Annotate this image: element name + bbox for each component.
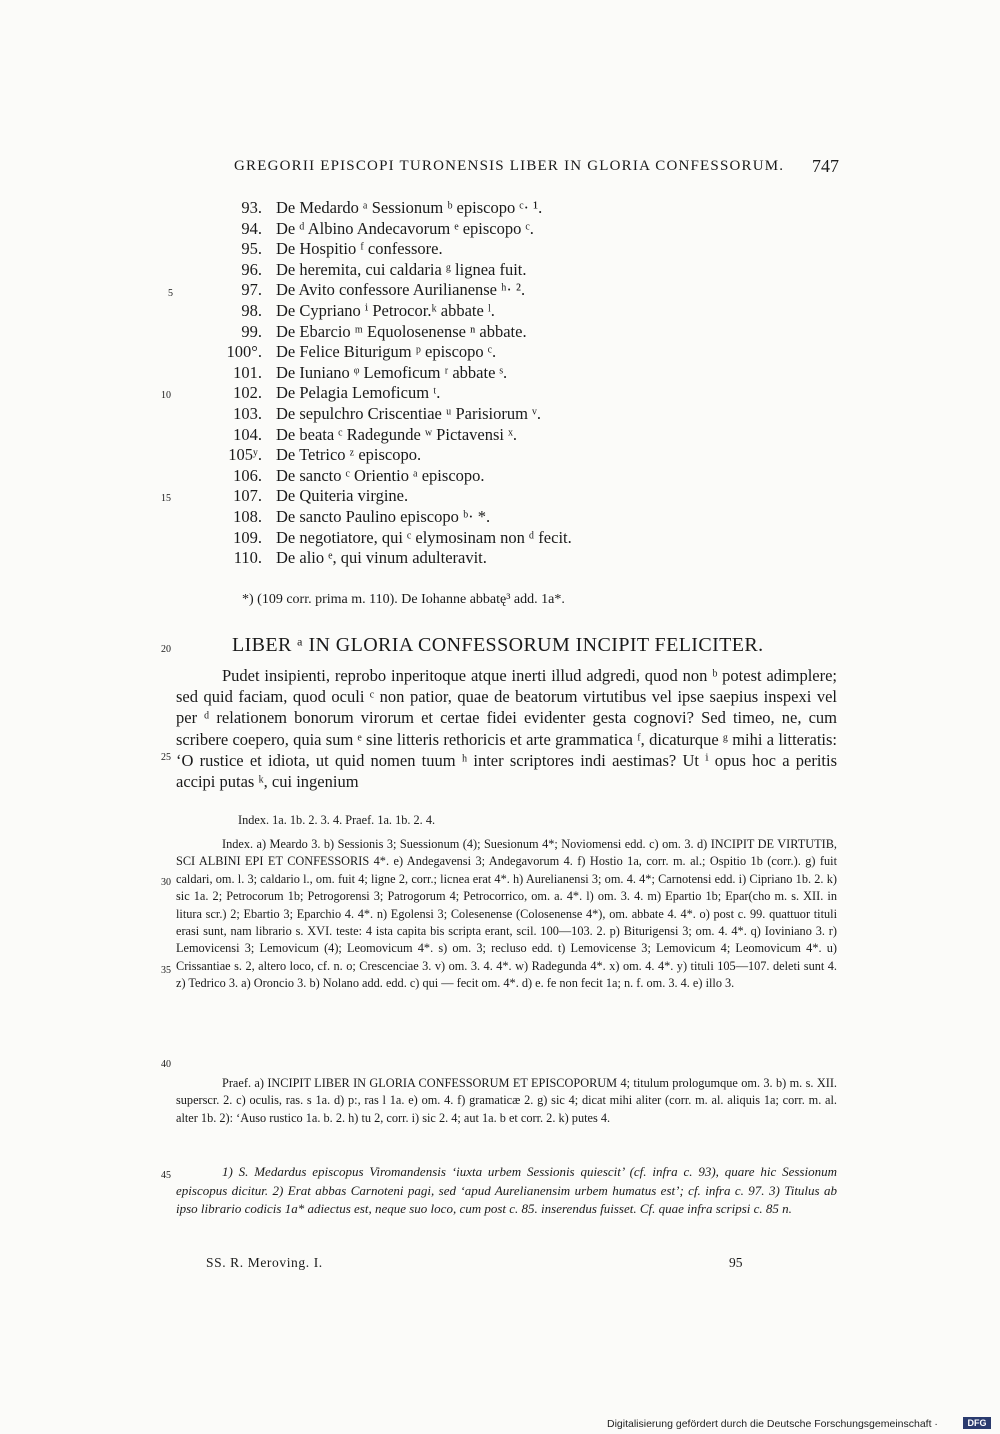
chapter-title: De alio ᵉ, qui vinum adulteravit. [276,548,487,567]
line-number: 25 [161,752,171,763]
funding-note: Digitalisierung gefördert durch die Deutsche Forschungsgemeinschaft · [607,1418,938,1430]
praef-apparatus [176,1075,837,1127]
chapter-title: De Pelagia Lemoficum ᵗ. [276,383,441,402]
chapter-title: De sepulchro Criscentiae ᵘ Parisiorum ᵛ. [276,404,542,423]
chapter-title: De heremita, cui caldaria ᵍ lignea fuit. [276,260,527,279]
chapter-number: 97. [241,280,262,299]
chapter-number: 109. [233,528,262,547]
chapter-number: 98. [241,301,262,320]
chapter-title: De Iuniano ᵠ Lemoficum ʳ abbate ˢ. [276,363,508,382]
footnote-text: 1) S. Medardus episcopus Viromandensis ‘iuxta urbem Sessionis quiescit’ (cf. infra c. 93), quare hic Sessionum episcopus dicitur. 2) Erat abbas Carnoteni pagi, sed ‘apud Aurelianensim urbem humatus est’; cf. infra c. 97. 3) Titulus ab ipso librario codicis 1a* adiectus est, neque suo loco, cum post c. 85. inserendus fuisset. Cf. quae infra scripsi c. 85 n. [176,1164,837,1217]
signature-mark: 95 [729,1255,743,1270]
chapter-title: De ᵈ Albino Andecavorum ᵉ episcopo ᶜ. [276,219,534,238]
chapter-title: De Avito confessore Aurilianense ʰ· ². [276,280,526,299]
chapter-number: 103. [233,404,262,423]
chapter-number: 108. [233,507,262,526]
line-number: 10 [161,390,171,401]
footnotes [176,1163,837,1219]
section-title: LIBER ᵃ IN GLORIA CONFESSORUM INCIPIT FELICITER. [232,634,764,656]
index-notes: Index. a) Meardo 3. b) Sessionis 3; Suessionum (4); Suesionum 4*; Noviomensi edd. c) om. 3. d) INCIPIT DE VIRTUTIB, SCI ALBINI EPI ET CONFESSORIS 4*. e) Andegavensi 3; Andegavorum 4. f) Hostio 1a, corr. m. al.; Ospitio 1b (corr.). g) fuit caldari, om. l. 3; caldario l., om. fuit 4; ligne 2, corr.; licnea erat 4*. h) Aurelianensi 3; om. 4. 4*; Carnotensi edd. i) Cipriano 1b. 2. k) sic 1a. 2; Petrocorum 1b; Petrogorensi 3; Patrogorum 4; Petrocorrico, om. a. 4*. l) om. 3. 4. m) Epartio 1b; Epar(cho m. s. XII. in litura scr.) 2; Ebartio 3; Eparchio 4. 4*. n) Egolensi 3; Colesenense (Colosenense 4*), om. abbate 4. 4*. o) post c. 99. quattuor tituli erasi sunt, nam librario s. XVI. teste: 4 ista capita bis scripta erant, scil. 100—103. 2. p) Biturigensi 3; om. 4. 4*. q) Ioviniano 3. r) Lemovicensi 3; Lemovicum (4); Leomovicum 4*. s) om. 3; recluso edd. t) Lemovicense 3; Lemovicum 4; Leomovicum 4*. u) Crissantiae s. 2, altero loco, cf. n. o; Crescenciae 3. v) om. 3. 4. 4*. w) Radegunda 4*. x) om. 4. 4*. y) tituli 105—107. deleti sunt 4. z) Tedrico 3. a) Oroncio 3. b) Nolano add. edd. c) qui — fecit om. 4*. d) e. fe non fecit 1a; n. f. om. 3. 4. e) illo 3. [176,837,837,991]
chapter-number: 106. [233,466,262,485]
chapter-number: 94. [241,219,262,238]
line-number: 15 [161,493,171,504]
chapter-title: De Ebarcio ᵐ Equolosenense ⁿ abbate. [276,322,527,341]
chapter-number: 95. [241,239,262,258]
chapter-title: De sancto Paulino episcopo ᵇ· *. [276,507,491,526]
running-title: GREGORII EPISCOPI TURONENSIS LIBER IN GLORIA CONFESSORUM. [234,158,785,174]
chapter-number: 100°. [226,342,262,361]
chapter-title: De sancto ᶜ Orientio ᵃ episcopo. [276,466,485,485]
line-number: 40 [161,1059,171,1070]
chapter-number: 105ʸ. [228,445,262,464]
chapter-number: 101. [233,363,262,382]
line-number: 5 [168,288,173,299]
page-number: 747 [812,156,839,176]
line-number: 30 [161,877,171,888]
line-number: 45 [161,1170,171,1181]
chapter-title: De Hospitio ᶠ confessore. [276,239,443,258]
chapter-title: De Medardo ᵃ Sessionum ᵇ episcopo ᶜ· ¹. [276,198,543,217]
sigla-line [176,812,837,829]
line-number: 20 [161,644,171,655]
chapter-title: De Cypriano ⁱ Petrocor.ᵏ abbate ˡ. [276,301,495,320]
chapter-title: De Tetrico ᶻ episcopo. [276,445,422,464]
chapter-number: 107. [233,486,262,505]
chapter-number: 110. [233,548,262,567]
praef-notes: Praef. a) INCIPIT LIBER IN GLORIA CONFESSORUM ET EPISCOPORUM 4; titulum prologumque om. 3. b) m. s. XII. superscr. 2. c) oculis, ras. s 1a. d) p:, ras l 1a. e) om. 4. f) gramaticæ 2. g) sic 4; dicat mihi aliter (corr. m. al. aliquis 1a; corr. m. al. alter 1b. 2): ‘Auso rustico 1a. b. 2. h) tu 2, corr. i) sic 2. 4; aut 1a. b et corr. 2. k) putes 4. [176,1076,837,1125]
body-text [176,665,837,792]
chapter-number: 102. [233,383,262,402]
chapter-number: 96. [241,260,262,279]
chapter-number: 104. [233,425,262,444]
body-paragraph: Pudet insipienti, reprobo inperitoque atque inerti illud adgredi, quod non ᵇ potest adimplere; sed quid faciam, quod oculi ᶜ non patior, quae de beatorum virtutibus vel ipse saepius inspexi vel per ᵈ relationem bonorum virorum et certae fidei evidenter gesta cognovi? Sed timeo, ne, cum scribere coepero, quia sum ᵉ sine litteris rethoricis et arte grammatica ᶠ, dicaturque ᵍ mihi a litteratis: ‘O rustice et idiota, ut quid nomen tuum ʰ inter scriptores indi aestimas? Ut ⁱ opus hoc a peritis accipi putas ᵏ, cui ingenium [176,666,837,792]
chapter-number: 99. [241,322,262,341]
chapter-title: De beata ᶜ Radegunde ʷ Pictavensi ˣ. [276,425,518,444]
chapter-title: De Quiteria virgine. [276,486,409,505]
star-note: *) (109 corr. prima m. 110). De Iohanne abbatę³ add. 1a*. [242,592,565,607]
index-apparatus [176,836,837,993]
chapter-title: De Felice Biturigum ᵖ episcopo ᶜ. [276,342,497,361]
line-number: 35 [161,965,171,976]
sigla-text: Index. 1a. 1b. 2. 3. 4. Praef. 1a. 1b. 2. 4. [238,813,436,827]
series-label: SS. R. Meroving. I. [206,1255,323,1270]
chapter-title: De negotiatore, qui ᶜ elymosinam non ᵈ fecit. [276,528,572,547]
dfg-logo: DFG [963,1417,991,1429]
chapter-number: 93. [241,198,262,217]
